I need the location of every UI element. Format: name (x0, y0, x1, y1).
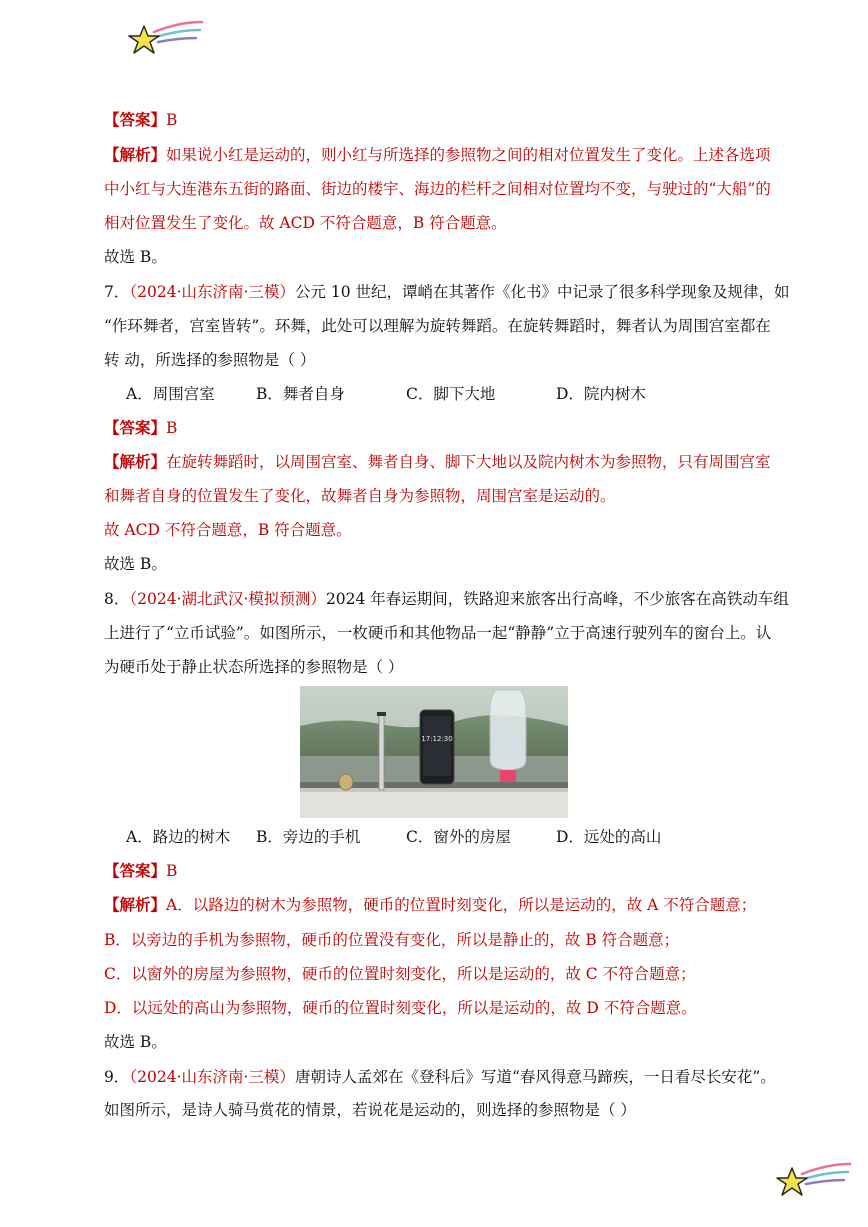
q6-explanation-line-2: 中小红与大连港东五街的路面、街边的楼宇、海边的栏杆之间相对位置均不变，与驶过的“大船”的 (104, 180, 771, 198)
q9-stem-line-1: 9．（2024·山东济南·三模）唐朝诗人孟郊在《登科后》写道“春风得意马蹄疾，一日看尽长安花”。 (104, 1068, 776, 1086)
q7-option-d: D．院内树木 (556, 385, 646, 403)
q8-option-c: C．窗外的房屋 (406, 828, 511, 846)
q7-option-c: C．脚下大地 (406, 385, 496, 403)
q8-answer: B (166, 862, 178, 880)
q6-explanation-line-3: 相对位置发生了变化。故 ACD 不符合题意，B 符合题意。 (104, 214, 507, 232)
explanation-label: 【解析】 (104, 895, 167, 914)
q8-conclusion: 故选 B。 (104, 1033, 167, 1051)
shooting-star-icon (772, 1158, 852, 1206)
q8-photo-coin-on-train-window (300, 686, 568, 818)
phone-time: 17:12:30 (421, 735, 453, 743)
coin (339, 774, 353, 790)
explanation-label: 【解析】 (104, 145, 167, 164)
explanation-label: 【解析】 (104, 452, 167, 471)
q8-stem-line-3: 为硬币处于静止状态所选择的参照物是（ ） (104, 658, 404, 676)
q6-answer: B (166, 111, 178, 129)
q9-stem-line-2: 如图所示，是诗人骑马赏花的情景，若说花是运动的，则选择的参照物是（ ） (104, 1101, 636, 1119)
q8-stem-line-2: 上进行了“立币试验”。如图所示，一枚硬币和其他物品一起“静静”立于高速行驶列车的窗台上。认 (104, 624, 772, 642)
pen (379, 714, 384, 790)
photo-illustration (300, 686, 568, 818)
q8-explanation-line-2: B．以旁边的手机为参照物，硬币的位置没有变化，所以是静止的，故 B 符合题意； (104, 931, 680, 949)
q8-number: 8． (104, 590, 130, 608)
q9-number: 9． (104, 1068, 130, 1086)
q7-stem-line-2: “作环舞者，宫室皆转”。环舞，此处可以理解为旋转舞蹈。在旋转舞蹈时，舞者认为周围宫室都在 (104, 317, 771, 335)
q7-number: 7． (104, 283, 130, 301)
answer-label: 【答案】 (104, 861, 167, 880)
q7-stem-line-1: 7．（2024·山东济南·三模）公元 10 世纪，谭峭在其著作《化书》中记录了很多科学现象及规律，如 (104, 283, 790, 301)
q6-conclusion: 故选 B。 (104, 248, 167, 266)
q7-source: （2024·山东济南·三模） (129, 283, 295, 301)
q7-explanation-line-2: 和舞者自身的位置发生了变化，故舞者自身为参照物，周围宫室是运动的。 (104, 487, 616, 505)
bottle-cap (500, 770, 516, 782)
q8-source: （2024·湖北武汉·模拟预测） (129, 590, 326, 608)
shooting-star-icon (124, 16, 204, 64)
q7-explanation-line-1: 【解析】在旋转舞蹈时，以周围宫室、舞者自身、脚下大地以及院内树木为参照物，只有周围宫室 (104, 452, 771, 471)
q8-explanation-line-4: D．以远处的高山为参照物，硬币的位置时刻变化，所以是运动的，故 D 不符合题意。 (104, 999, 697, 1017)
q7-explanation-line-3: 故 ACD 不符合题意，B 符合题意。 (104, 521, 352, 539)
q8-option-b: B．旁边的手机 (256, 828, 361, 846)
q7-answer: B (166, 419, 178, 437)
q7-stem-line-3: 转 动，所选择的参照物是（ ） (104, 351, 316, 369)
q8-stem-line-1: 8．（2024·湖北武汉·模拟预测）2024 年春运期间，铁路迎来旅客出行高峰，不少旅客在高铁动车组 (104, 590, 789, 608)
q8-option-d: D．远处的高山 (556, 828, 662, 846)
q8-explanation-line-1: 【解析】A．以路边的树木为参照物，硬币的位置时刻变化，所以是运动的，故 A 不符合题意； (104, 895, 757, 914)
answer-label: 【答案】 (104, 418, 167, 437)
q7-answer-line (104, 417, 177, 439)
q8-explanation-line-3: C．以窗外的房屋为参照物，硬币的位置时刻变化，所以是运动的，故 C 不符合题意； (104, 965, 696, 983)
q7-conclusion: 故选 B。 (104, 555, 167, 573)
q8-answer-line (104, 860, 177, 882)
q6-answer-line (104, 109, 177, 131)
q9-source: （2024·山东济南·三模） (129, 1068, 295, 1086)
q7-option-b: B．舞者自身 (256, 385, 345, 403)
q7-option-a: A．周围宫室 (126, 385, 215, 403)
answer-label: 【答案】 (104, 110, 167, 129)
q6-explanation-line-1: 【解析】如果说小红是运动的，则小红与所选择的参照物之间的相对位置发生了变化。上述各选项 (104, 145, 771, 164)
q8-option-a: A．路边的树木 (126, 828, 231, 846)
